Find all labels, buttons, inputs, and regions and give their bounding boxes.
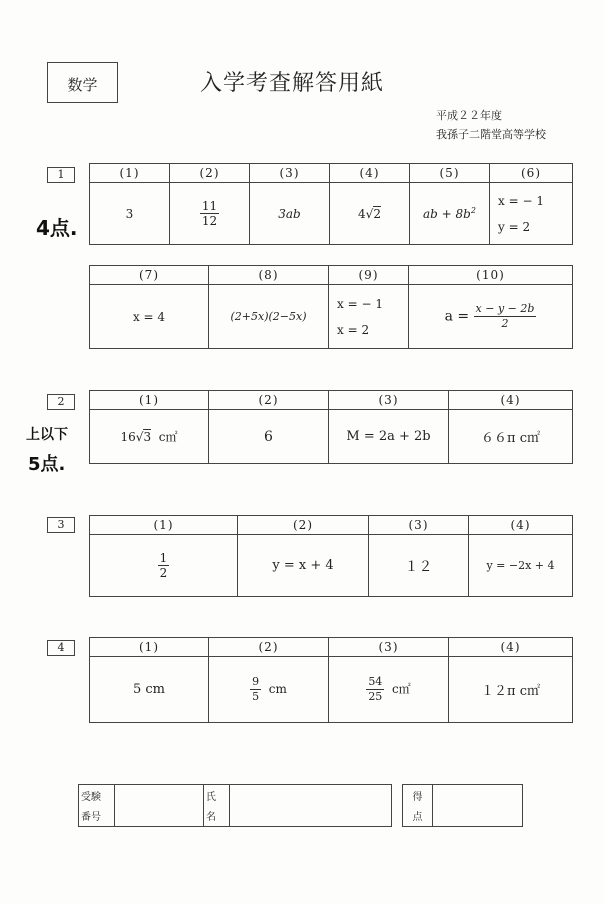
q1-answer-9 bbox=[329, 285, 409, 349]
q4-answer-2 bbox=[209, 657, 329, 723]
q2-a1-coefficient: 16 bbox=[120, 430, 136, 444]
q1-a2-numerator: 11 bbox=[201, 199, 218, 213]
q1-label-7: (7) bbox=[90, 266, 209, 285]
q4-label-3: (3) bbox=[329, 638, 449, 657]
exam-number-field[interactable] bbox=[115, 785, 204, 827]
q1-label-9: (9) bbox=[329, 266, 409, 285]
q1-a6-y: y = 2 bbox=[498, 219, 531, 234]
q1-a9-x1: x = − 1 bbox=[337, 296, 383, 311]
q1-label-8: (8) bbox=[209, 266, 329, 285]
q3-label-3: (3) bbox=[369, 516, 469, 535]
footer-exam-name-table bbox=[78, 784, 392, 827]
page-title: 入学考査解答用紙 bbox=[200, 71, 385, 96]
name-label-1: 氏 bbox=[204, 785, 230, 806]
q2-label-1: (1) bbox=[90, 391, 209, 410]
q1-answer-6 bbox=[490, 183, 573, 245]
q3-answer-4: y = −2x + 4 bbox=[469, 535, 573, 597]
q2-label-4: (4) bbox=[449, 391, 573, 410]
q1-label-6: (6) bbox=[490, 164, 573, 183]
q3-answer-3: １２ bbox=[369, 535, 469, 597]
q4-a3-numerator: 54 bbox=[368, 675, 383, 688]
handwritten-note-q2-line2: 5点. bbox=[28, 454, 66, 475]
q1-a5-base: ab + 8b bbox=[423, 207, 471, 221]
q1-a5-exponent: 2 bbox=[470, 206, 476, 215]
q1-a9-x2: x = 2 bbox=[337, 322, 370, 337]
q1-answer-10 bbox=[409, 285, 573, 349]
name-field[interactable] bbox=[230, 785, 392, 827]
q2-answer-4: ６６π c㎡ bbox=[449, 410, 573, 464]
q1-label-3: (3) bbox=[250, 164, 330, 183]
q1-a2-denominator: 12 bbox=[201, 214, 218, 228]
q4-a3-denominator: 25 bbox=[368, 690, 383, 703]
q1-label-2: (2) bbox=[170, 164, 250, 183]
q3-label-1: (1) bbox=[90, 516, 238, 535]
exam-number-label-1: 受験 bbox=[79, 785, 115, 806]
q1-a10-denominator: 2 bbox=[501, 317, 509, 330]
handwritten-note-q2-line1: 上以下 bbox=[26, 427, 68, 443]
sqrt-icon: √ bbox=[135, 430, 144, 444]
q4-a2-unit: cm bbox=[268, 682, 287, 696]
q2-answer-1 bbox=[90, 410, 209, 464]
q3-label-2: (2) bbox=[238, 516, 369, 535]
q3-answer-table bbox=[89, 515, 573, 597]
q4-answer-1: 5 cm bbox=[90, 657, 209, 723]
q1-label-5: (5) bbox=[410, 164, 490, 183]
q2-label-2: (2) bbox=[209, 391, 329, 410]
q2-a1-radicand: 3 bbox=[143, 430, 152, 444]
q1-a6-x: x = − 1 bbox=[498, 193, 544, 208]
q1-label-1: (1) bbox=[90, 164, 170, 183]
q2-answer-table bbox=[89, 390, 573, 464]
handwritten-note-q1: 4点. bbox=[36, 216, 78, 240]
question-1-number: 1 bbox=[47, 167, 75, 183]
score-label-1: 得 bbox=[403, 785, 433, 806]
q1-a10-lhs: a = bbox=[444, 308, 474, 325]
q1-answer-4 bbox=[330, 183, 410, 245]
q4-label-4: (4) bbox=[449, 638, 573, 657]
q4-label-2: (2) bbox=[209, 638, 329, 657]
q4-answer-4: １２π c㎡ bbox=[449, 657, 573, 723]
q3-label-4: (4) bbox=[469, 516, 573, 535]
q1-answer-1: 3 bbox=[90, 183, 170, 245]
q1-answer-5 bbox=[410, 183, 490, 245]
q2-a1-unit: c㎡ bbox=[158, 430, 178, 444]
exam-number-label-2: 番号 bbox=[79, 806, 115, 827]
q1-label-4: (4) bbox=[330, 164, 410, 183]
q4-a2-denominator: 5 bbox=[252, 690, 260, 703]
q1-a4-coefficient: 4 bbox=[358, 206, 366, 221]
question-3-number: 3 bbox=[47, 517, 75, 533]
q4-a2-numerator: 9 bbox=[252, 675, 260, 688]
q1-answer-7: x = 4 bbox=[90, 285, 209, 349]
q1-label-10: (10) bbox=[409, 266, 573, 285]
q3-a1-denominator: 2 bbox=[159, 566, 168, 580]
q1-answer-2 bbox=[170, 183, 250, 245]
q3-answer-1 bbox=[90, 535, 238, 597]
q4-answer-table bbox=[89, 637, 573, 723]
year-label: 平成２２年度 bbox=[436, 109, 502, 122]
subject-label: 数学 bbox=[67, 76, 98, 94]
q1-answer-table-row1 bbox=[89, 163, 573, 245]
footer-score-table bbox=[402, 784, 523, 827]
score-label-2: 点 bbox=[403, 806, 433, 827]
question-4-number: 4 bbox=[47, 640, 75, 656]
q4-a3-unit: c㎡ bbox=[391, 682, 411, 696]
q4-answer-3 bbox=[329, 657, 449, 723]
q2-label-3: (3) bbox=[329, 391, 449, 410]
sqrt-icon: √ bbox=[365, 206, 374, 221]
q1-a10-numerator: x − y − 2b bbox=[475, 302, 535, 315]
name-label-2: 名 bbox=[204, 806, 230, 827]
q1-answer-8: (2+5x)(2−5x) bbox=[209, 285, 329, 349]
q4-label-1: (1) bbox=[90, 638, 209, 657]
q1-answer-table-row2 bbox=[89, 265, 573, 349]
q3-a1-numerator: 1 bbox=[159, 551, 168, 565]
question-2-number: 2 bbox=[47, 394, 75, 410]
q2-answer-3: M = 2a + 2b bbox=[329, 410, 449, 464]
q2-answer-2: 6 bbox=[209, 410, 329, 464]
q3-answer-2: y = x + 4 bbox=[238, 535, 369, 597]
school-name: 我孫子二階堂高等学校 bbox=[436, 128, 546, 141]
score-field[interactable] bbox=[433, 785, 523, 827]
q1-answer-3: 3ab bbox=[250, 183, 330, 245]
q1-a4-radicand: 2 bbox=[373, 206, 381, 221]
